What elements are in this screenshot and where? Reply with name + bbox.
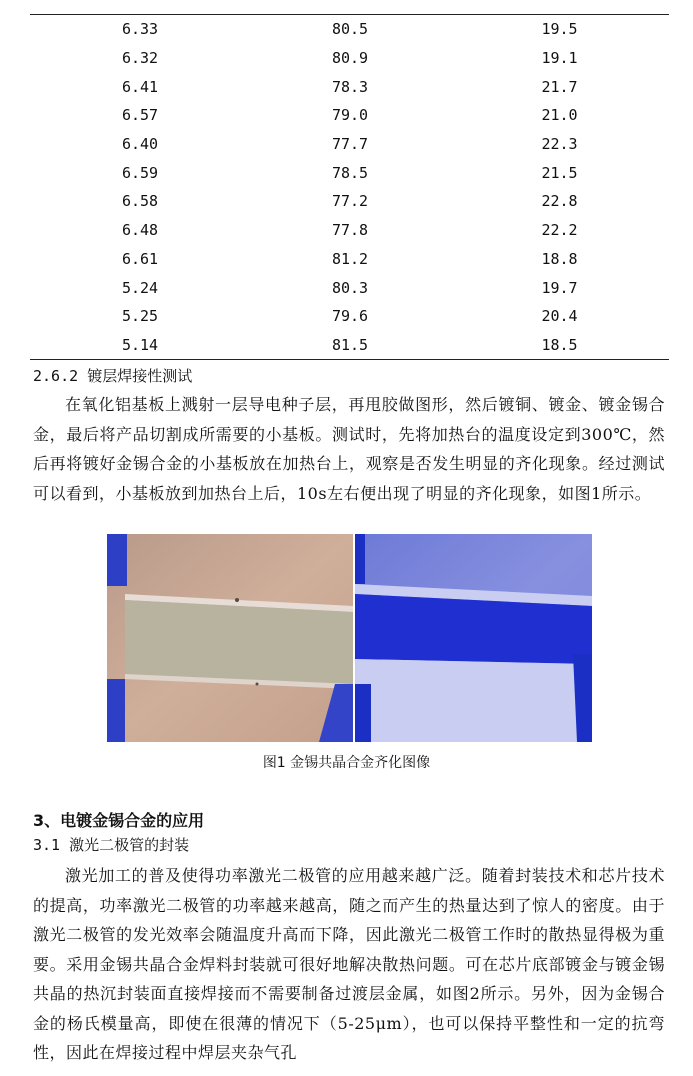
figure-1-caption: 图1 金锡共晶合金齐化图像 bbox=[262, 755, 431, 771]
table-cell: 77.7 bbox=[331, 135, 369, 154]
data-table bbox=[30, 14, 669, 360]
table-cell: 81.2 bbox=[331, 249, 369, 268]
table-cell: 78.3 bbox=[331, 77, 369, 96]
table-bottom-rule bbox=[30, 359, 669, 360]
table-cell: 18.5 bbox=[541, 335, 578, 354]
section-title: 镀层焊接性测试 bbox=[87, 367, 193, 385]
table-cell: 81.5 bbox=[331, 335, 369, 354]
table-cell: 79.0 bbox=[331, 106, 369, 125]
table-row bbox=[30, 273, 669, 302]
figure-1 bbox=[107, 534, 592, 742]
table-cell: 5.24 bbox=[121, 278, 159, 297]
table-cell: 5.14 bbox=[121, 335, 159, 354]
body-paragraph-2-6-2 bbox=[33, 390, 665, 508]
table-row bbox=[30, 216, 669, 245]
body-paragraph-3-1 bbox=[33, 861, 665, 1068]
table-cell: 78.5 bbox=[331, 163, 369, 182]
table-cell: 6.59 bbox=[121, 163, 159, 182]
table-cell: 21.5 bbox=[541, 163, 578, 182]
table-cell: 6.40 bbox=[121, 135, 159, 154]
table-row bbox=[30, 302, 669, 331]
table-cell: 22.8 bbox=[541, 192, 578, 211]
table-cell: 77.8 bbox=[331, 221, 369, 240]
table-row bbox=[30, 130, 669, 159]
photo-before-image bbox=[107, 534, 353, 742]
table-row bbox=[30, 72, 669, 101]
table-row bbox=[30, 245, 669, 274]
photo-after-image bbox=[355, 534, 592, 742]
table-row bbox=[30, 44, 669, 73]
table-cell: 22.2 bbox=[541, 221, 578, 240]
table-cell: 77.2 bbox=[331, 192, 369, 211]
table-row bbox=[30, 158, 669, 187]
table-cell: 80.3 bbox=[331, 278, 369, 297]
table-cell: 22.3 bbox=[541, 135, 578, 154]
section-heading-3: 3、电镀金锡合金的应用 bbox=[33, 811, 205, 830]
table-row bbox=[30, 331, 669, 360]
section-number: 3.1 bbox=[33, 836, 61, 854]
paragraph-text: 在氧化铝基板上溅射一层导电种子层，再甩胶做图形，然后镀铜、镀金、镀金锡合金，最后将产品切割成所需要的小基板。测试时，先将加热台的温度设定到300℃，然后再将镀好金锡合金的小基板放在加热台上，观察是否发生明显的齐化现象。经过测试可以看到，小基板放到加热台上后，10s左右便出现了明显的齐化现象，如图1所示。 bbox=[33, 395, 665, 503]
table-body bbox=[30, 15, 669, 359]
table-cell: 6.48 bbox=[121, 221, 159, 240]
table-row bbox=[30, 101, 669, 130]
table-cell: 80.9 bbox=[331, 49, 369, 68]
table-cell: 6.57 bbox=[121, 106, 159, 125]
table-cell: 6.61 bbox=[121, 249, 159, 268]
table-cell: 5.25 bbox=[121, 307, 159, 326]
table-cell: 19.7 bbox=[541, 278, 578, 297]
section-heading-2-6-2 bbox=[33, 365, 192, 386]
table-cell: 6.32 bbox=[121, 49, 159, 68]
table-cell: 6.33 bbox=[121, 20, 159, 39]
table-cell: 21.7 bbox=[541, 77, 578, 96]
table-cell: 79.6 bbox=[331, 307, 369, 326]
section-number: 2.6.2 bbox=[33, 367, 79, 385]
table-cell: 6.41 bbox=[121, 77, 159, 96]
table-cell: 19.1 bbox=[541, 49, 578, 68]
table-cell: 21.0 bbox=[541, 106, 578, 125]
table-cell: 80.5 bbox=[331, 20, 369, 39]
table-cell: 6.58 bbox=[121, 192, 159, 211]
table-row bbox=[30, 187, 669, 216]
table-cell: 20.4 bbox=[541, 307, 578, 326]
table-cell: 18.8 bbox=[541, 249, 578, 268]
table-row bbox=[30, 15, 669, 44]
section-title: 激光二极管的封装 bbox=[69, 836, 190, 854]
paragraph-text: 激光加工的普及使得功率激光二极管的应用越来越广泛。随着封装技术和芯片技术的提高，功率激光二极管的功率越来越高，随之而产生的热量达到了惊人的密度。由于激光二极管的发光效率会随温度升高而下降，因此激光二极管工作时的散热显得极为重要。采用金锡共晶合金焊料封装就可很好地解决散热问题。可在芯片底部镀金与镀金锡共晶的热沉封装面直接焊接而不需要制备过渡层金属，如图2所示。另外，因为金锡合金的杨氏模量高，即使在很薄的情况下（5-25μm），也可以保持平整性和一定的抗弯性，因此在焊接过程中焊层夹杂气孔 bbox=[33, 866, 665, 1062]
section-heading-3-1 bbox=[33, 834, 189, 855]
table-cell: 19.5 bbox=[541, 20, 578, 39]
